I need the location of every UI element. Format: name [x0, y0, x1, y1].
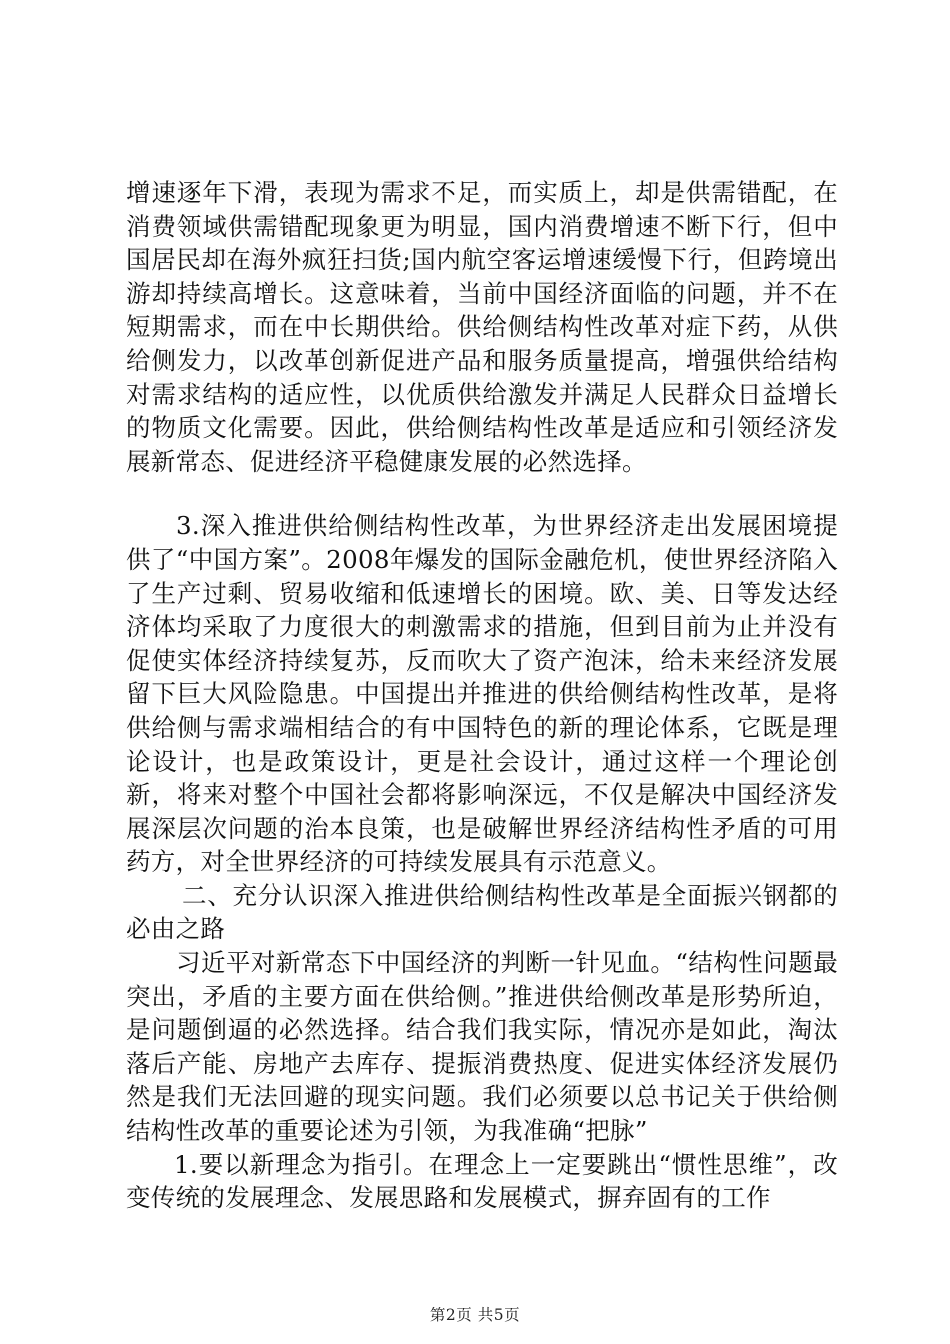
section-heading-two: 二、充分认识深入推进供给侧结构性改革是全面振兴钢都的必由之路 — [126, 880, 838, 944]
paragraph-new-concept: 1.要以新理念为指引。在理念上一定要跳出“惯性思维”，改变传统的发展理念、发展思路和发展模式，摒弃固有的工作 — [126, 1149, 838, 1213]
page-number-footer: 第2页 共5页 — [429, 1306, 521, 1324]
paragraph-structural-problems: 习近平对新常态下中国经济的判断一针见血。“结构性问题最突出，矛盾的主要方面在供给侧。”推进供给侧改革是形势所迫，是问题倒逼的必然选择。结合我们我实际，情况亦是如此，淘汰落后产能、房地产去库存、提振消费热度、促进实体经济发展仍然是我们无法回避的现实问题。我们必须要以总书记关于供给侧结构性改革的重要论述为引领，为我准确“把脉” — [126, 948, 838, 1146]
document-body — [126, 176, 838, 1215]
paragraph-supply-demand-mismatch: 增速逐年下滑，表现为需求不足，而实质上，却是供需错配，在消费领域供需错配现象更为明显，国内消费增速不断下行，但中国居民却在海外疯狂扫货;国内航空客运增速缓慢下行，但跨境出游却持续高增长。这意味着，当前中国经济面临的问题，并不在短期需求，而在中长期供给。供给侧结构性改革对症下药，从供给侧发力，以改革创新促进产品和服务质量提高，增强供给结构对需求结构的适应性，以优质供给激发并满足人民群众日益增长的物质文化需要。因此，供给侧结构性改革是适应和引领经济发展新常态、促进经济平稳健康发展的必然选择。 — [126, 178, 838, 476]
paragraph-china-solution: 3.深入推进供给侧结构性改革，为世界经济走出发展困境提供了“中国方案”。2008年爆发的国际金融危机，使世界经济陷入了生产过剩、贸易收缩和低速增长的困境。欧、美、日等发达经济体均采取了力度很大的刺激需求的措施，但到目前为止并没有促使实体经济持续复苏，反而吹大了资产泡沫，给未来经济发展留下巨大风险隐患。中国提出并推进的供给侧结构性改革，是将供给侧与需求端相结合的有中国特色的新的理论体系，它既是理论设计，也是政策设计，更是社会设计，通过这样一个理论创新，将来对整个中国社会都将影响深远，不仅是解决中国经济发展深层次问题的治本良策，也是破解世界经济结构性矛盾的可用药方，对全世界经济的可持续发展具有示范意义。 — [126, 511, 838, 877]
